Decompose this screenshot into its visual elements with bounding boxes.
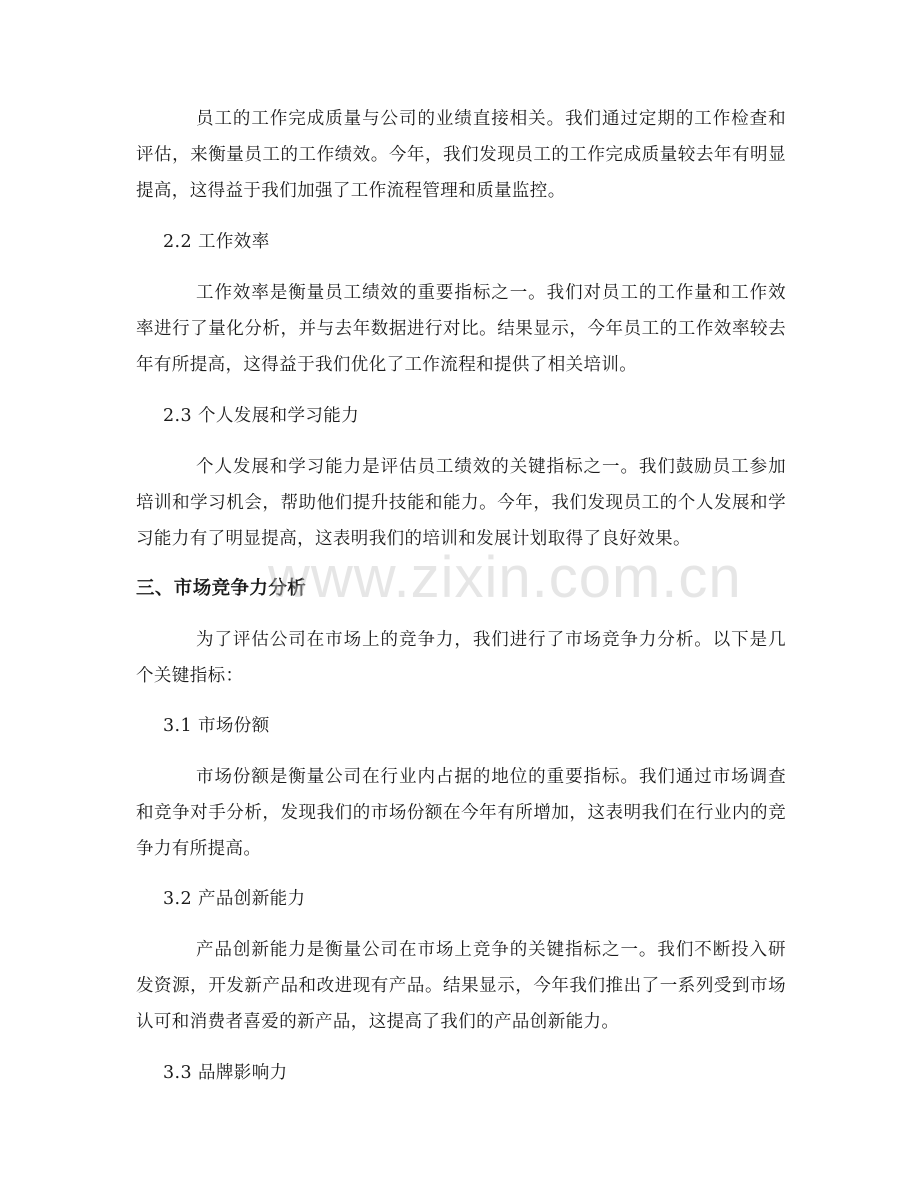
heading-2-3: 2.3 个人发展和学习能力 (163, 406, 360, 426)
paragraph-product-innovation: 产品创新能力是衡量公司在市场上竞争的关键指标之一。我们不断投入研发资源，开发新产品和改进现有产品。结果显示，今年我们推出了一系列受到市场认可和消费者喜爱的新产品，这提高了我们的产品创新能力。 (136, 940, 786, 1032)
heading-3-3: 3.3 品牌影响力 (163, 1063, 288, 1083)
paragraph-section-3-intro: 为了评估公司在市场上的竞争力，我们进行了市场竞争力分析。以下是几个关键指标： (136, 630, 786, 686)
paragraph-personal-development: 个人发展和学习能力是评估员工绩效的关键指标之一。我们鼓励员工参加培训和学习机会，帮助他们提升技能和能力。今年，我们发现员工的个人发展和学习能力有了明显提高，这表明我们的培训和发展计划取得了良好效果。 (136, 457, 786, 549)
heading-section-3: 三、市场竞争力分析 (136, 578, 307, 599)
heading-3-2: 3.2 产品创新能力 (163, 889, 306, 909)
watermark: www.zixin.com.cn (268, 545, 742, 610)
paragraph-market-share: 市场份额是衡量公司在行业内占据的地位的重要指标。我们通过市场调查和竞争对手分析，发现我们的市场份额在今年有所增加，这表明我们在行业内的竞争力有所提高。 (136, 767, 786, 859)
heading-3-1: 3.1 市场份额 (163, 716, 270, 736)
paragraph-work-efficiency: 工作效率是衡量员工绩效的重要指标之一。我们对员工的工作量和工作效率进行了量化分析，并与去年数据进行对比。结果显示，今年员工的工作效率较去年有所提高，这得益于我们优化了工作流程和提供了相关培训。 (136, 283, 786, 375)
heading-2-2: 2.2 工作效率 (163, 232, 270, 252)
paragraph-work-quality: 员工的工作完成质量与公司的业绩直接相关。我们通过定期的工作检查和评估，来衡量员工的工作绩效。今年，我们发现员工的工作完成质量较去年有明显提高，这得益于我们加强了工作流程管理和质量监控。 (136, 109, 786, 201)
